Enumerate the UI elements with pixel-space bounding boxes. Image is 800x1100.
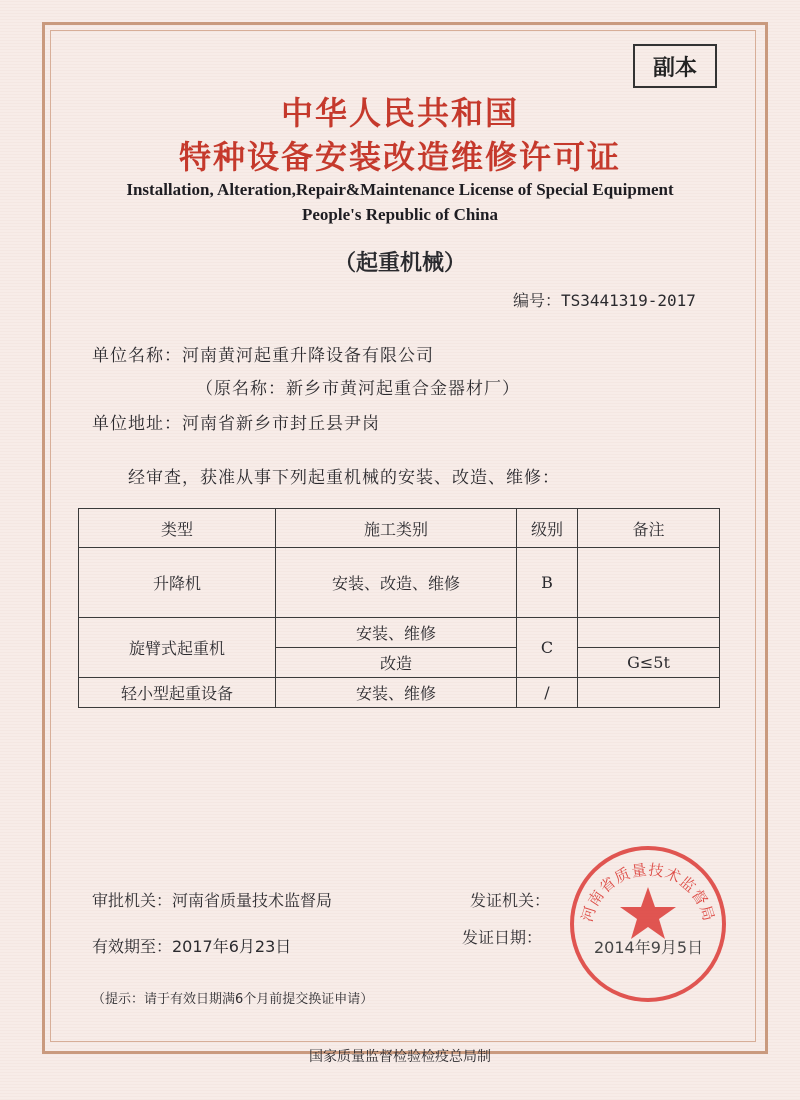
cell-work: 安装、维修: [276, 678, 517, 708]
title-cn-line2: 特种设备安装改造维修许可证: [178, 138, 621, 176]
cell-work: 安装、改造、维修: [276, 548, 517, 618]
former-name: （原名称：新乡市黄河起重合金器材厂）: [196, 379, 520, 399]
cell-grade: B: [517, 548, 578, 618]
cell-note: [578, 618, 720, 648]
cell-work-2: 改造: [276, 648, 517, 678]
unit-name-label: 单位名称：: [92, 346, 182, 366]
unit-address: 河南省新乡市封丘县尹岗: [182, 414, 380, 434]
header-grade: 级别: [517, 509, 578, 548]
cell-note: [578, 678, 720, 708]
title-en-line2: People's Republic of China: [302, 205, 498, 224]
approval-authority-label: 审批机关：: [92, 891, 173, 910]
cell-note: [578, 548, 720, 618]
cell-type: 旋臂式起重机: [79, 618, 276, 678]
title-cn-line1: 中华人民共和国: [280, 94, 519, 132]
header-note: 备注: [578, 509, 720, 548]
serial-number: 编号：TS3441319-2017: [513, 291, 696, 310]
cell-work: 安装、维修: [276, 618, 517, 648]
header-type: 类型: [79, 509, 276, 548]
issuing-authority-label: 发证机关：: [470, 891, 551, 910]
license-items-table: [78, 508, 720, 708]
approval-authority: 河南省质量技术监督局: [172, 891, 333, 910]
issue-date: 2014年9月5日: [594, 938, 704, 957]
cell-grade: C: [517, 618, 578, 678]
valid-until: 有效期至：2017年6月23日: [92, 937, 292, 956]
cell-note-2: G≤5t: [578, 648, 720, 678]
seal-text: 河南省质量技术监督局: [577, 860, 719, 924]
unit-name: 河南黄河起重升降设备有限公司: [182, 346, 434, 366]
official-seal: [567, 843, 729, 1005]
copy-stamp: 副本: [633, 44, 717, 88]
approval-statement: 经审查，获准从事下列起重机械的安装、改造、维修：: [128, 468, 560, 488]
title-en-line1: Installation, Alteration,Repair&Maintenance License of Special Equipment: [126, 180, 674, 199]
approval-authority-row: [92, 888, 332, 911]
table-header-row: [79, 509, 720, 548]
cell-type: 轻小型起重设备: [79, 678, 276, 708]
cell-grade: /: [517, 678, 578, 708]
category-label: （起重机械）: [333, 251, 466, 276]
table-row: [79, 678, 720, 708]
unit-name-row: [92, 341, 434, 366]
unit-address-row: [92, 409, 380, 434]
footer-issuer: 国家质量监督检验检疫总局制: [309, 1049, 491, 1065]
renewal-tip: （提示：请于有效日期满6个月前提交换证申请）: [92, 992, 374, 1007]
issue-date-label: 发证日期：: [462, 928, 543, 947]
table-row: [79, 548, 720, 618]
cell-type: 升降机: [79, 548, 276, 618]
table-row: [79, 618, 720, 648]
header-work: 施工类别: [276, 509, 517, 548]
unit-address-label: 单位地址：: [92, 414, 182, 434]
